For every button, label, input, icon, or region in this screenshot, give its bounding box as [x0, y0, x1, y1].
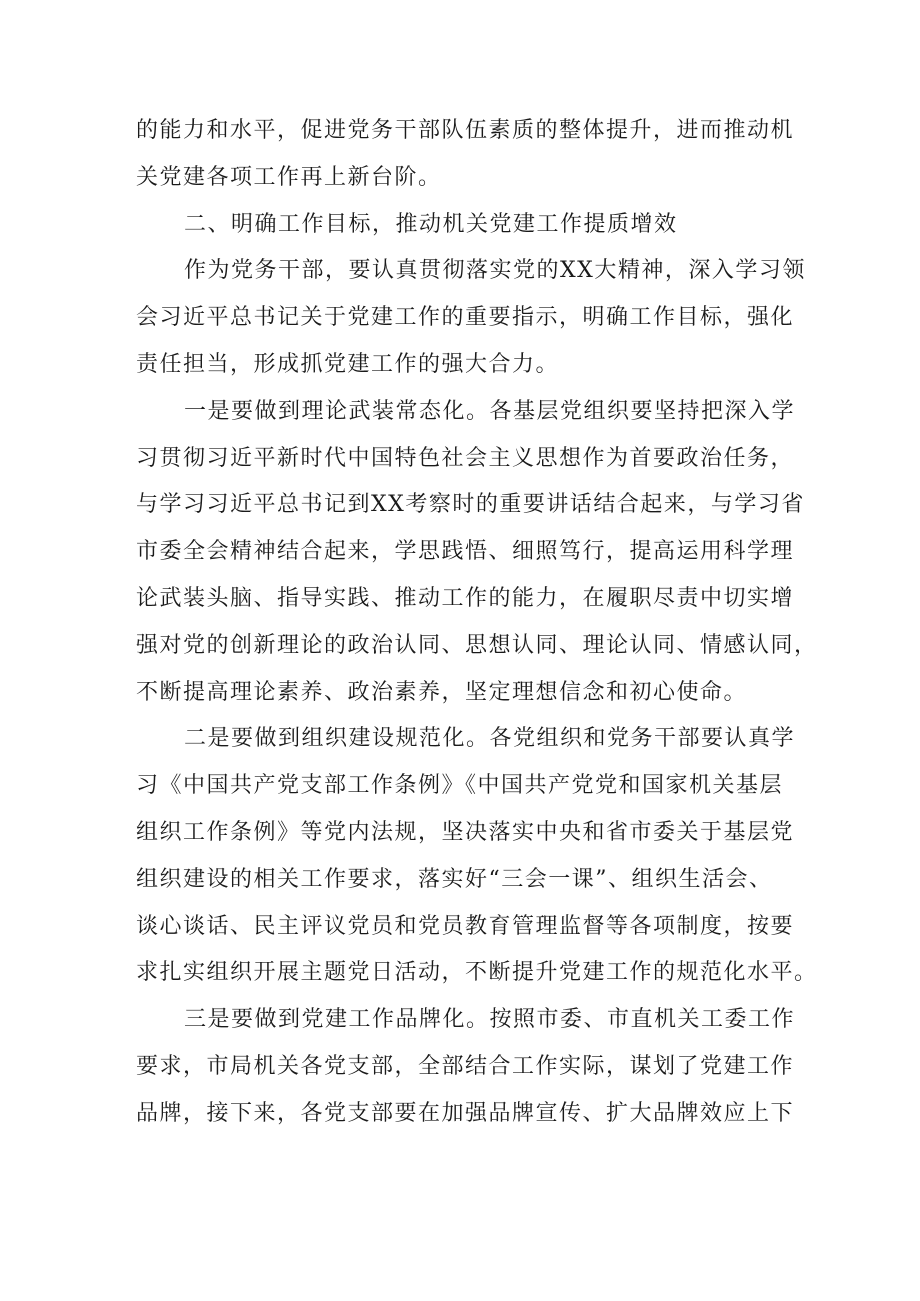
paragraph-line: 市委全会精神结合起来，学思践悟、细照笃行，提高运用科学理: [136, 539, 795, 565]
paragraph-line: 论武装头脑、指导实践、推动工作的能力，在履职尽责中切实增: [136, 585, 795, 611]
paragraph-line: 不断提高理论素养、政治素养，坚定理想信念和初心使命。: [136, 679, 748, 705]
paragraph-line: 作为党务干部，要认真贯彻落实党的XX大精神，深入学习领: [184, 258, 806, 284]
paragraph-line: 习《中国共产党支部工作条例》《中国共产党党和国家机关基层: [136, 773, 784, 799]
paragraph-line: 会习近平总书记关于党建工作的重要指示，明确工作目标，强化: [136, 305, 795, 331]
paragraph-line: 一是要做到理论武装常态化。各基层党组织要坚持把深入学: [184, 398, 796, 424]
paragraph-line: 习贯彻习近平新时代中国特色社会主义思想作为首要政治任务，: [136, 445, 795, 471]
paragraph-line: 谈心谈话、民主评议党员和党员教育管理监督等各项制度，按要: [136, 913, 795, 939]
paragraph-line: 与学习习近平总书记到XX考察时的重要讲话结合起来，与学习省: [136, 492, 805, 518]
paragraph-line: 关党建各项工作再上新台阶。: [136, 164, 442, 190]
paragraph-line: 强对党的创新理论的政治认同、思想认同、理论认同、情感认同，: [136, 632, 818, 658]
paragraph-line: 组织建设的相关工作要求，落实好“三会一课”、组织生活会、: [136, 866, 773, 892]
paragraph-line: 的能力和水平，促进党务干部队伍素质的整体提升，进而推动机: [136, 118, 795, 143]
paragraph-line: 要求，市局机关各党支部，全部结合工作实际，谋划了党建工作: [136, 1053, 795, 1079]
paragraph-line: 责任担当，形成抓党建工作的强大合力。: [136, 351, 560, 377]
section-heading: 二、明确工作目标，推动机关党建工作提质增效: [184, 211, 678, 237]
paragraph-line: 二是要做到组织建设规范化。各党组织和党务干部要认真学: [184, 726, 796, 752]
paragraph-line: 组织工作条例》等党内法规，坚决落实中央和省市委关于基层党: [136, 819, 795, 845]
paragraph-line: 求扎实组织开展主题党日活动，不断提升党建工作的规范化水平。: [136, 960, 818, 986]
paragraph-line: 品牌，接下来，各党支部要在加强品牌宣传、扩大品牌效应上下: [136, 1100, 795, 1126]
paragraph-line: 三是要做到党建工作品牌化。按照市委、市直机关工委工作: [184, 1007, 796, 1033]
document-body: [136, 108, 818, 1138]
